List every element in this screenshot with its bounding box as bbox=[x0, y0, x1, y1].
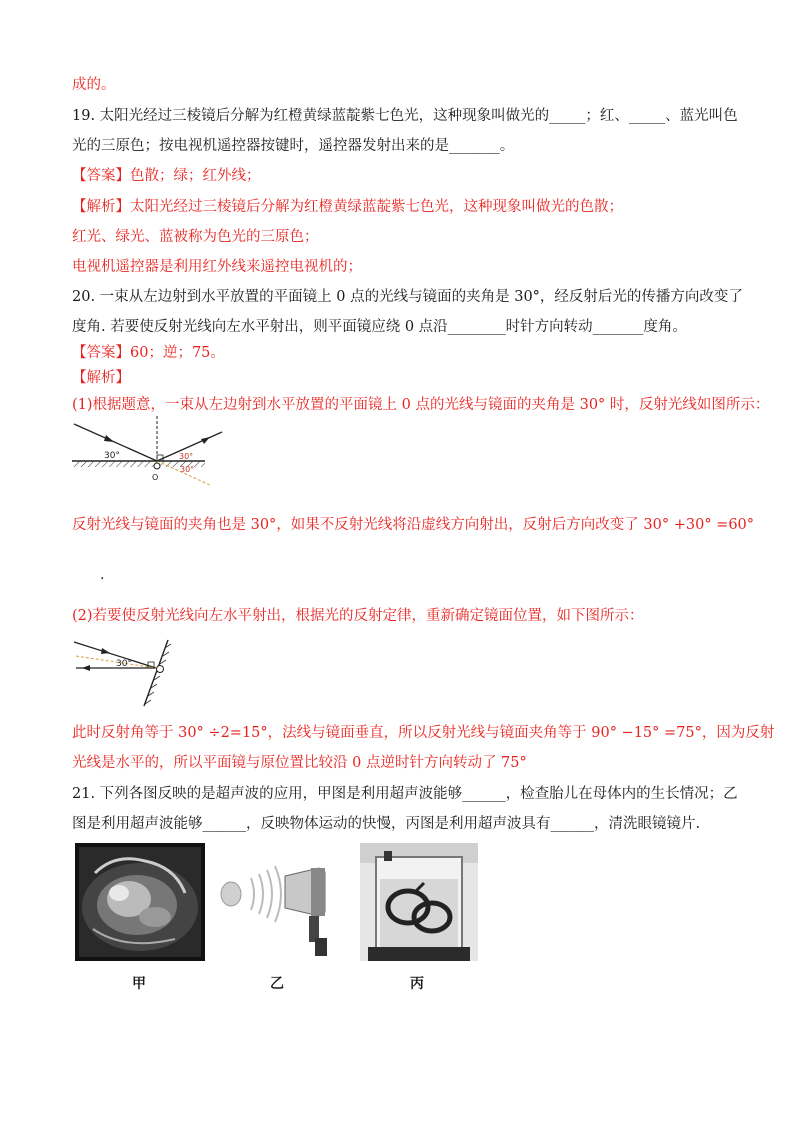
caption-bing: 丙 bbox=[410, 976, 424, 992]
reflection-diagram-2 bbox=[70, 628, 180, 708]
period-mark: . bbox=[100, 567, 105, 583]
reflection-diagram-1 bbox=[70, 414, 230, 488]
angle-label: 30° bbox=[179, 452, 194, 461]
analysis-20-part1: (1)根据题意，一束从左边射到水平放置的平面镜上 0 点的光线与镜面的夹角是 30° 时，反射光线如图所示： bbox=[72, 397, 770, 413]
arrow-icon bbox=[201, 437, 210, 444]
question-21-line1: 21. 下列各图反映的是超声波的应用，甲图是利用超声波能够______，检查胎儿在母体内的生长情况；乙 bbox=[72, 786, 738, 802]
analysis-20-heading: 【解析】 bbox=[72, 370, 130, 386]
question-20-line2: 度角. 若要使反射光线向左水平射出，则平面镜应绕 0 点沿________时针方向转动_______度角。 bbox=[72, 319, 687, 335]
angle-label: 30° bbox=[180, 465, 195, 474]
arrow-icon bbox=[101, 648, 110, 654]
analysis-20-text3: 光线是水平的，所以平面镜与原位置比较沿 0 点逆时针方向转动了 75° bbox=[72, 755, 527, 771]
answer-20: 【答案】60；逆；75。 bbox=[72, 345, 225, 361]
caption-jia: 甲 bbox=[132, 976, 146, 992]
analysis-19-line3: 电视机遥控器是利用红外线来遥控电视机的； bbox=[72, 259, 362, 275]
ultrasonic-cleaner-image bbox=[360, 843, 478, 961]
ultrasonic-speed-image bbox=[215, 850, 345, 960]
analysis-19-line1: 【解析】太阳光经过三棱镜后分解为红橙黄绿蓝靛紫七色光，这种现象叫做光的色散； bbox=[72, 199, 623, 215]
answer-19: 【答案】色散；绿；红外线； bbox=[72, 168, 261, 184]
incident-ray bbox=[74, 642, 156, 668]
analysis-20-text1: 反射光线与镜面的夹角也是 30°，如果不反射光线将沿虚线方向射出，反射后方向改变了 30° +30° =60° bbox=[72, 517, 755, 533]
arrow-icon bbox=[82, 665, 90, 671]
caption-yi: 乙 bbox=[270, 976, 284, 992]
angle-label: 30° bbox=[116, 659, 132, 669]
analysis-19-line2: 红光、绿光、蓝被称为色光的三原色； bbox=[72, 229, 319, 245]
arrow-icon bbox=[104, 435, 114, 442]
point-label: O bbox=[152, 473, 159, 482]
analysis-20-part2: (2)若要使反射光线向左水平射出，根据光的反射定律，重新确定镜面位置，如下图所示： bbox=[72, 608, 644, 624]
question-19-line1: 19. 太阳光经过三棱镜后分解为红橙黄绿蓝靛紫七色光，这种现象叫做光的_____；红、_____、蓝光叫色 bbox=[72, 108, 738, 124]
text-line: 成的。 bbox=[72, 77, 116, 93]
mirror bbox=[144, 640, 171, 706]
question-20-line1: 20. 一束从左边射到水平放置的平面镜上 0 点的光线与镜面的夹角是 30°，经反射后光的传播方向改变了 bbox=[72, 289, 743, 305]
analysis-20-text2: 此时反射角等于 30° ÷2=15°，法线与镜面垂直，所以反射光线与镜面夹角等于 90° −15° =75°，因为反射 bbox=[72, 725, 775, 741]
question-19-line2: 光的三原色；按电视机遥控器按键时，遥控器发射出来的是_______。 bbox=[72, 138, 515, 154]
angle-label: 30° bbox=[104, 451, 120, 461]
ultrasound-image bbox=[75, 843, 205, 961]
question-21-line2: 图是利用超声波能够______，反映物体运动的快慢，丙图是利用超声波具有______，清洗眼镜镜片. bbox=[72, 816, 701, 832]
